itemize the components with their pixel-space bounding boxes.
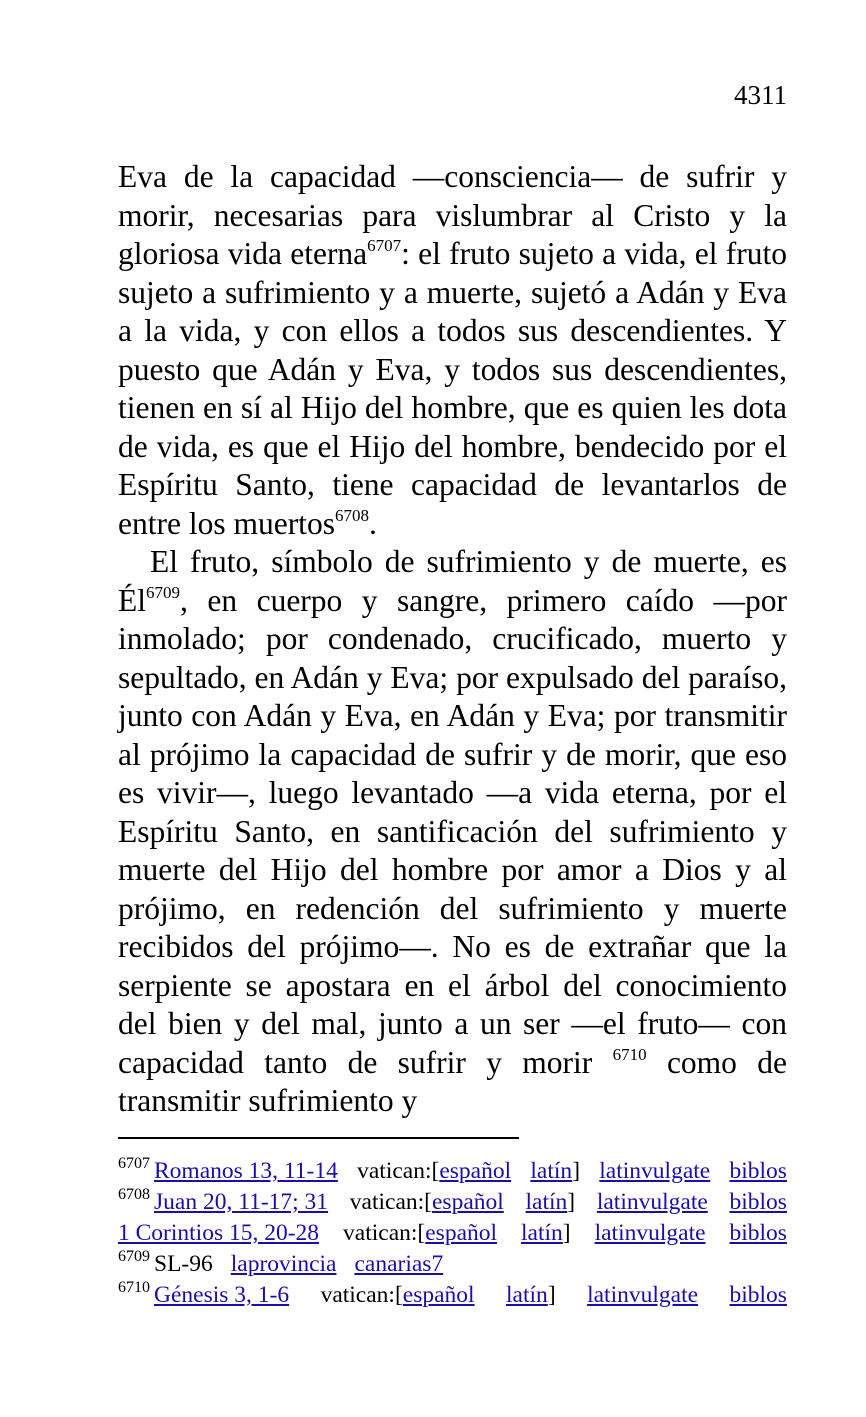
paragraph-2-text-c: como de transmitir sufrimiento y	[118, 1044, 787, 1118]
vatican-latin-link[interactable]: latín	[506, 1282, 548, 1308]
footnote-number: 6710	[118, 1279, 150, 1296]
paragraph-1	[118, 158, 787, 543]
biblos-link[interactable]: biblos	[729, 1220, 787, 1246]
bible-ref-link[interactable]: Juan 20, 11-17; 31	[154, 1189, 329, 1215]
bible-ref-link[interactable]: 1 Corintios 15, 20-28	[118, 1220, 320, 1246]
paragraph-1-text-c: .	[368, 505, 377, 541]
body-text	[118, 158, 787, 1121]
paragraph-1-text-b: : el fruto sujeto a vida, el fruto sujeto a sufrimiento y a muerte, sujetó a Adán y Eva a la vida, y con ellos a todos sus descendientes. Y puesto que Adán y Eva, y todos sus descendientes, tienen en sí al Hijo del hombre, que es quien les dota de vida, es que el Hijo del hombre, bendecido por el Espíritu Santo, tiene capacidad de levantarlos de entre los muertos	[118, 236, 787, 541]
latinvulgate-link[interactable]: latinvulgate	[587, 1282, 699, 1308]
vatican-latin-link[interactable]: latín	[530, 1158, 573, 1184]
bracket-close: ]	[572, 1158, 581, 1184]
vatican-label: vatican:[	[320, 1282, 403, 1308]
vatican-latin-link[interactable]: latín	[525, 1189, 568, 1215]
footnote-ref-6709[interactable]: 6709	[146, 582, 180, 602]
footnote-6708-continued	[118, 1218, 787, 1249]
bracket-close: ]	[547, 1282, 556, 1308]
vatican-label: vatican:[	[357, 1158, 440, 1184]
sl-label: SL-96	[154, 1251, 213, 1277]
bracket-close: ]	[567, 1189, 576, 1215]
vatican-espanol-link[interactable]: español	[425, 1220, 498, 1246]
canarias7-link[interactable]: canarias7	[354, 1251, 444, 1277]
footnote-6709	[118, 1249, 787, 1280]
footnote-ref-6710[interactable]: 6710	[612, 1044, 647, 1064]
paragraph-2-text-b: , en cuerpo y sangre, primero caído —por inmolado; por condenado, crucificado, muerto y sepultado, en Adán y Eva; por expulsado del paraíso, junto con Adán y Eva, en Adán y Eva; por transmitir al prójimo la capacidad de sufrir y de morir, que eso es vivir—, luego levantado —a vida eterna, por el Espíritu Santo, en santificación del sufrimiento y muerte del Hijo del hombre por amor a Dios y al prójimo, en redención del sufrimiento y muerte recibidos del prójimo—. No es de extrañar que la serpiente se apostara en el árbol del conocimiento del bien y del mal, junto a un ser —el fruto— con capacidad tanto de sufrir y morir	[118, 582, 787, 1080]
footnote-number: 6709	[118, 1248, 150, 1265]
vatican-espanol-link[interactable]: español	[439, 1158, 512, 1184]
biblos-link[interactable]: biblos	[729, 1158, 787, 1184]
vatican-latin-link[interactable]: latín	[521, 1220, 563, 1246]
vatican-espanol-link[interactable]: español	[402, 1282, 475, 1308]
page-number: 4311	[734, 80, 787, 110]
footnote-number: 6707	[118, 1155, 150, 1172]
biblos-link[interactable]: biblos	[729, 1282, 787, 1308]
footnote-6708	[118, 1187, 787, 1218]
footnote-6707	[118, 1156, 787, 1187]
latinvulgate-link[interactable]: latinvulgate	[596, 1189, 708, 1215]
latinvulgate-link[interactable]: latinvulgate	[599, 1158, 711, 1184]
bible-ref-link[interactable]: Génesis 3, 1-6	[154, 1282, 290, 1308]
footnote-ref-6708[interactable]: 6708	[334, 505, 369, 525]
bracket-close: ]	[562, 1220, 571, 1246]
biblos-link[interactable]: biblos	[729, 1189, 787, 1215]
bible-ref-link[interactable]: Romanos 13, 11-14	[154, 1158, 338, 1184]
vatican-espanol-link[interactable]: español	[432, 1189, 504, 1215]
paragraph-2-text-a: El fruto, símbolo de sufrimiento y de muerte, es Él	[118, 544, 787, 618]
footnote-6710	[118, 1280, 787, 1311]
footnotes	[118, 1156, 787, 1311]
footnote-number: 6708	[118, 1186, 150, 1203]
laprovincia-link[interactable]: laprovincia	[230, 1251, 337, 1277]
vatican-label: vatican:[	[343, 1220, 426, 1246]
vatican-label: vatican:[	[349, 1189, 432, 1215]
paragraph-2	[118, 543, 787, 1121]
paragraph-1-text-a: Eva de la capacidad —consciencia— de sufrir y morir, necesarias para vislumbrar al Cristo y la gloriosa vida eterna	[118, 159, 787, 271]
latinvulgate-link[interactable]: latinvulgate	[594, 1220, 706, 1246]
footnote-ref-6707[interactable]: 6707	[367, 236, 402, 255]
footnote-divider	[118, 1137, 519, 1139]
